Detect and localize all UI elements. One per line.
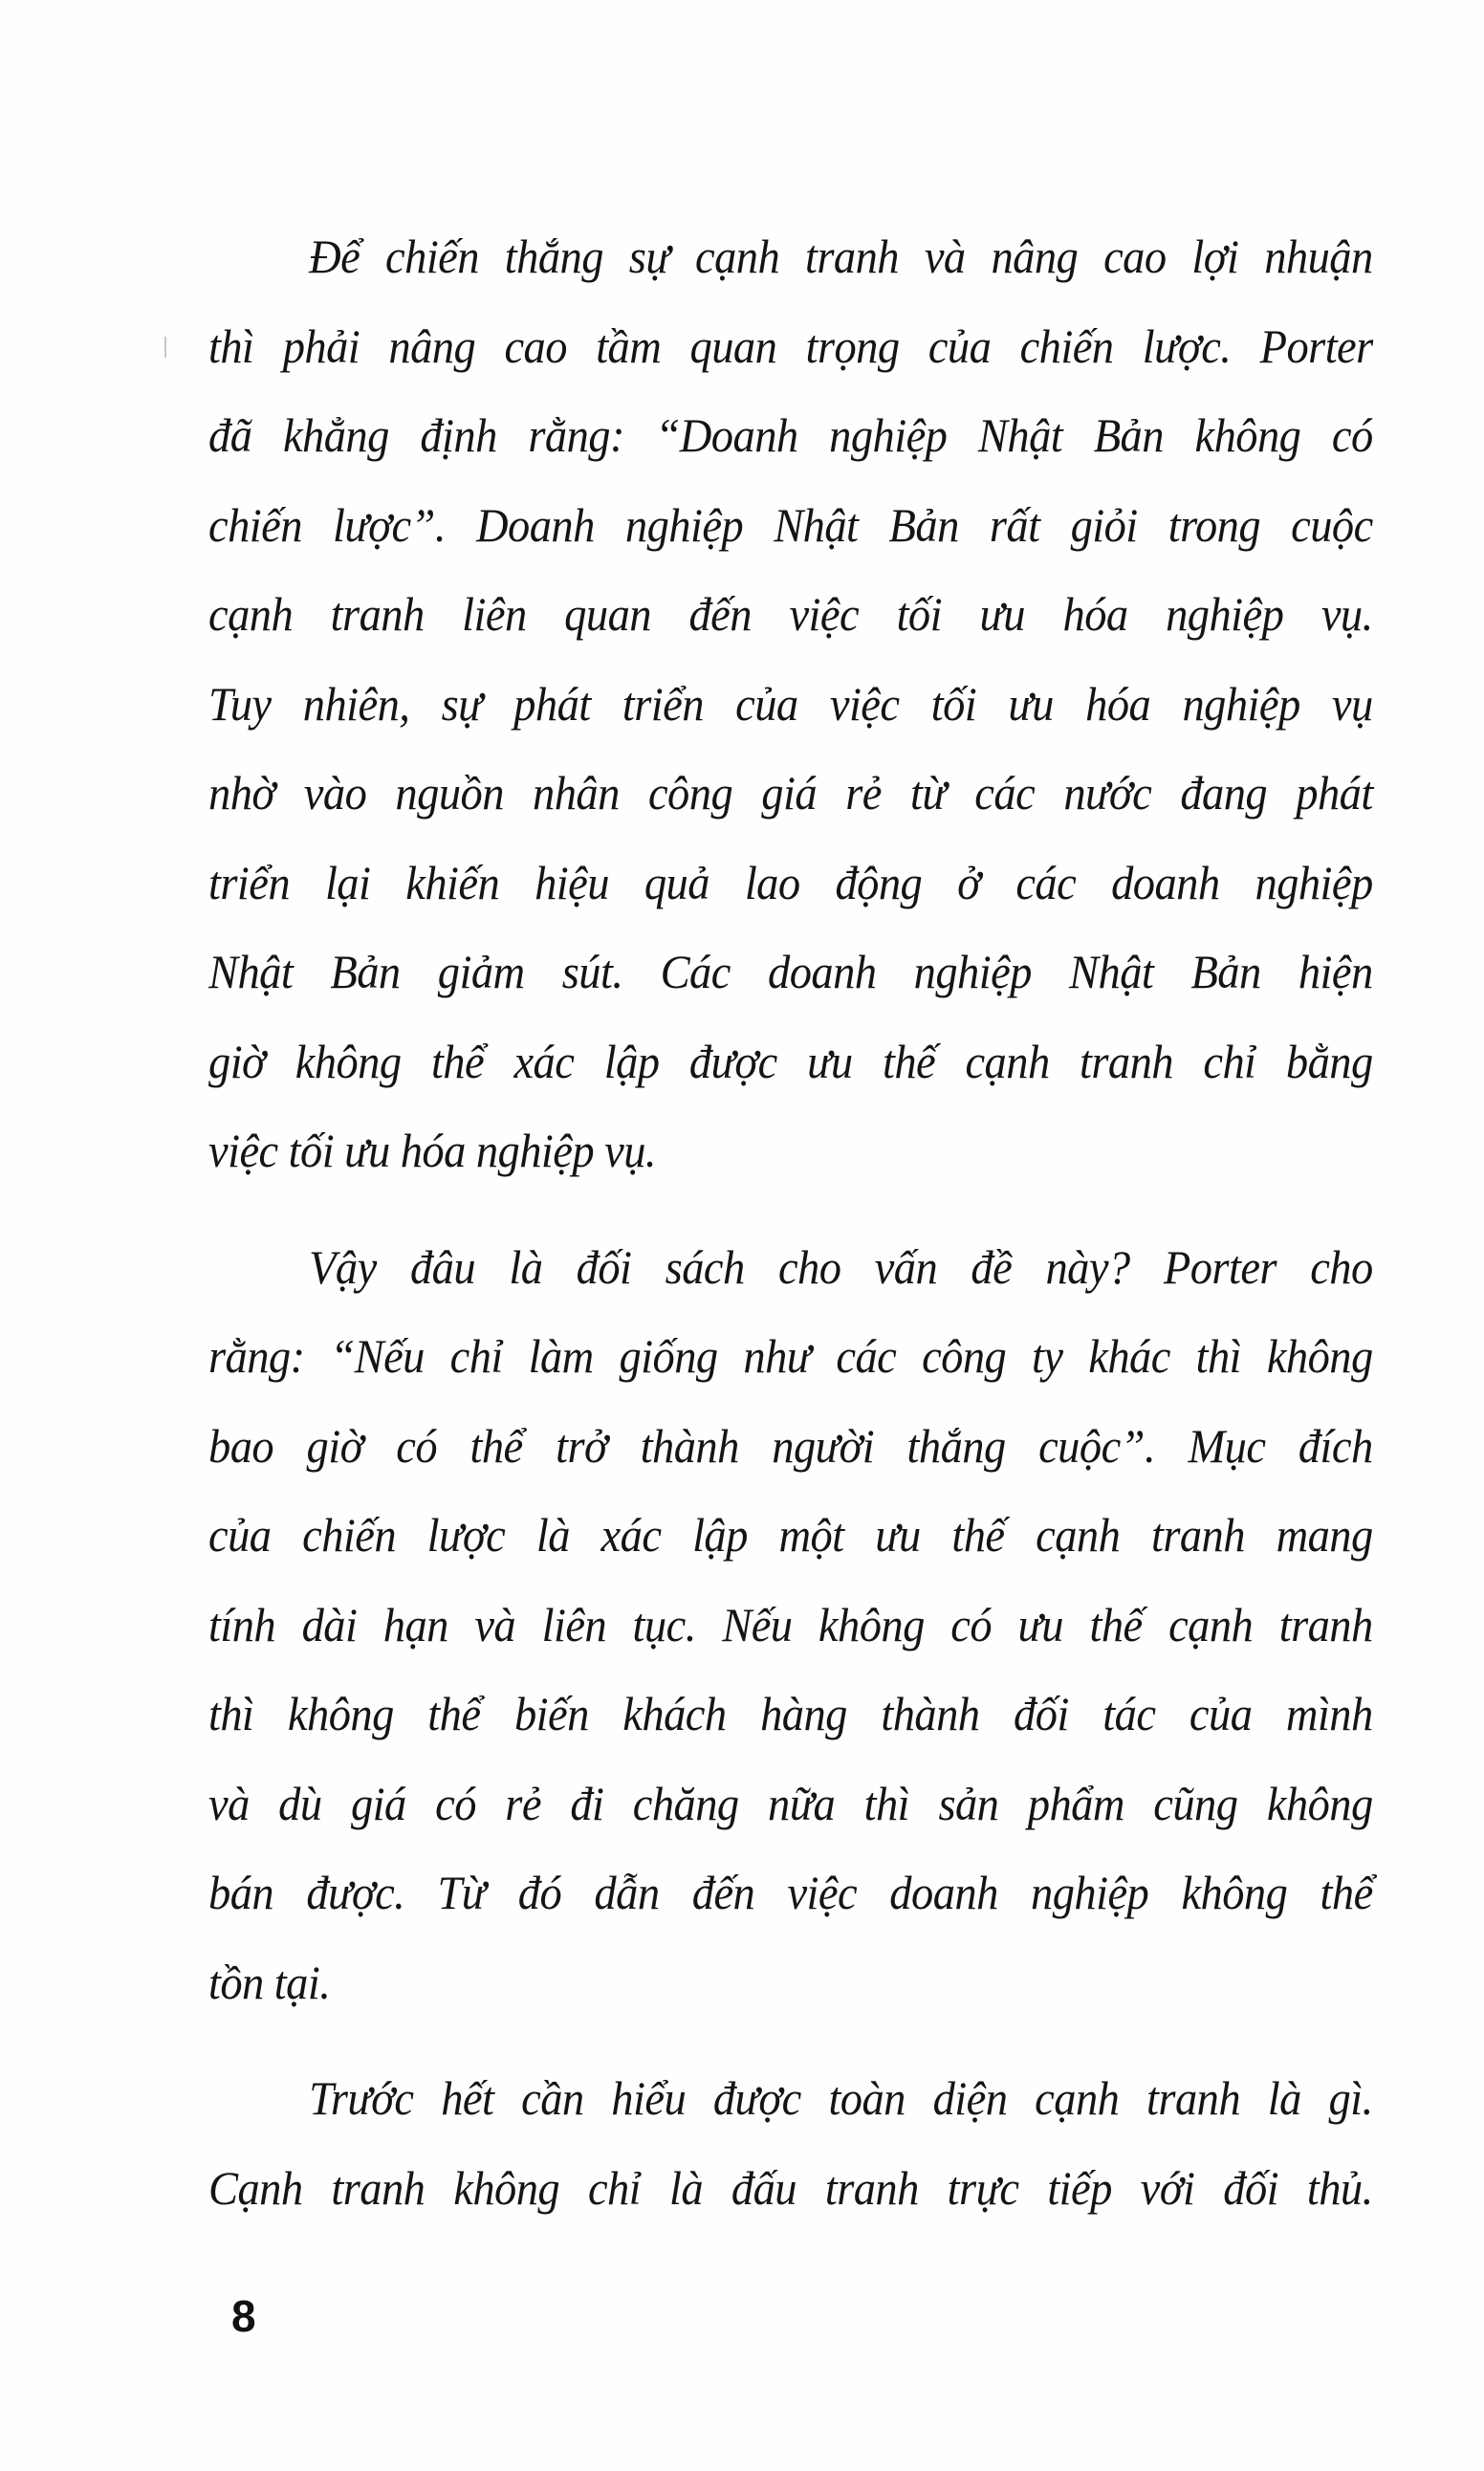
text-line: thì không thể biến khách hàng thành đối tác của mình bbox=[208, 1687, 1373, 1740]
text-line: giờ không thể xác lập được ưu thế cạnh tranh chỉ bằng bbox=[208, 1034, 1373, 1088]
text-line: Nhật Bản giảm sút. Các doanh nghiệp Nhật Bản hiện bbox=[208, 945, 1373, 998]
text-line: của chiến lược là xác lập một ưu thế cạnh tranh mang bbox=[208, 1508, 1373, 1562]
paragraph-2 bbox=[208, 1223, 1373, 2028]
page-number: 8 bbox=[231, 2291, 256, 2341]
text-line: Cạnh tranh không chỉ là đấu tranh trực tiếp với đối thủ. bbox=[208, 2160, 1373, 2215]
paragraph-1 bbox=[208, 212, 1373, 1196]
text-line: rằng: “Nếu chỉ làm giống như các công ty khác thì không bbox=[208, 1329, 1373, 1383]
paragraph-spacer bbox=[208, 1196, 1373, 1223]
text-line: nhờ vào nguồn nhân công giá rẻ từ các nước đang phát bbox=[208, 766, 1373, 820]
text-line: Tuy nhiên, sự phát triển của việc tối ưu hóa nghiệp vụ bbox=[208, 676, 1373, 731]
text-line: Vậy đâu là đối sách cho vấn đề này? Porter cho bbox=[309, 1239, 1373, 1294]
text-line: việc tối ưu hóa nghiệp vụ. bbox=[208, 1124, 656, 1177]
text-line: bán được. Từ đó dẫn đến việc doanh nghiệp không thể bbox=[208, 1866, 1373, 1919]
text-line: cạnh tranh liên quan đến việc tối ưu hóa nghiệp vụ. bbox=[208, 587, 1373, 641]
text-line: Để chiến thắng sự cạnh tranh và nâng cao lợi nhuận bbox=[309, 230, 1373, 283]
paragraph-spacer bbox=[208, 2027, 1373, 2054]
text-line: chiến lược”. Doanh nghiệp Nhật Bản rất giỏi trong cuộc bbox=[208, 497, 1373, 552]
text-line: bao giờ có thể trở thành người thắng cuộc”. Mục đích bbox=[208, 1418, 1373, 1473]
text-line: tồn tại. bbox=[208, 1955, 331, 2009]
paragraph-3 bbox=[208, 2054, 1373, 2233]
scan-margin-mark bbox=[164, 337, 166, 358]
text-line: triển lại khiến hiệu quả lao động ở các doanh nghiệp bbox=[208, 855, 1373, 909]
text-line: tính dài hạn và liên tục. Nếu không có ưu thế cạnh tranh bbox=[208, 1597, 1373, 1651]
text-line: thì phải nâng cao tầm quan trọng của chiến lược. Porter bbox=[208, 318, 1373, 373]
text-line: Trước hết cần hiểu được toàn diện cạnh tranh là gì. bbox=[309, 2071, 1373, 2125]
text-line: và dù giá có rẻ đi chăng nữa thì sản phẩm cũng không bbox=[208, 1776, 1373, 1830]
text-line: đã khẳng định rằng: “Doanh nghiệp Nhật Bản không có bbox=[208, 408, 1373, 462]
body-text bbox=[208, 212, 1373, 2233]
